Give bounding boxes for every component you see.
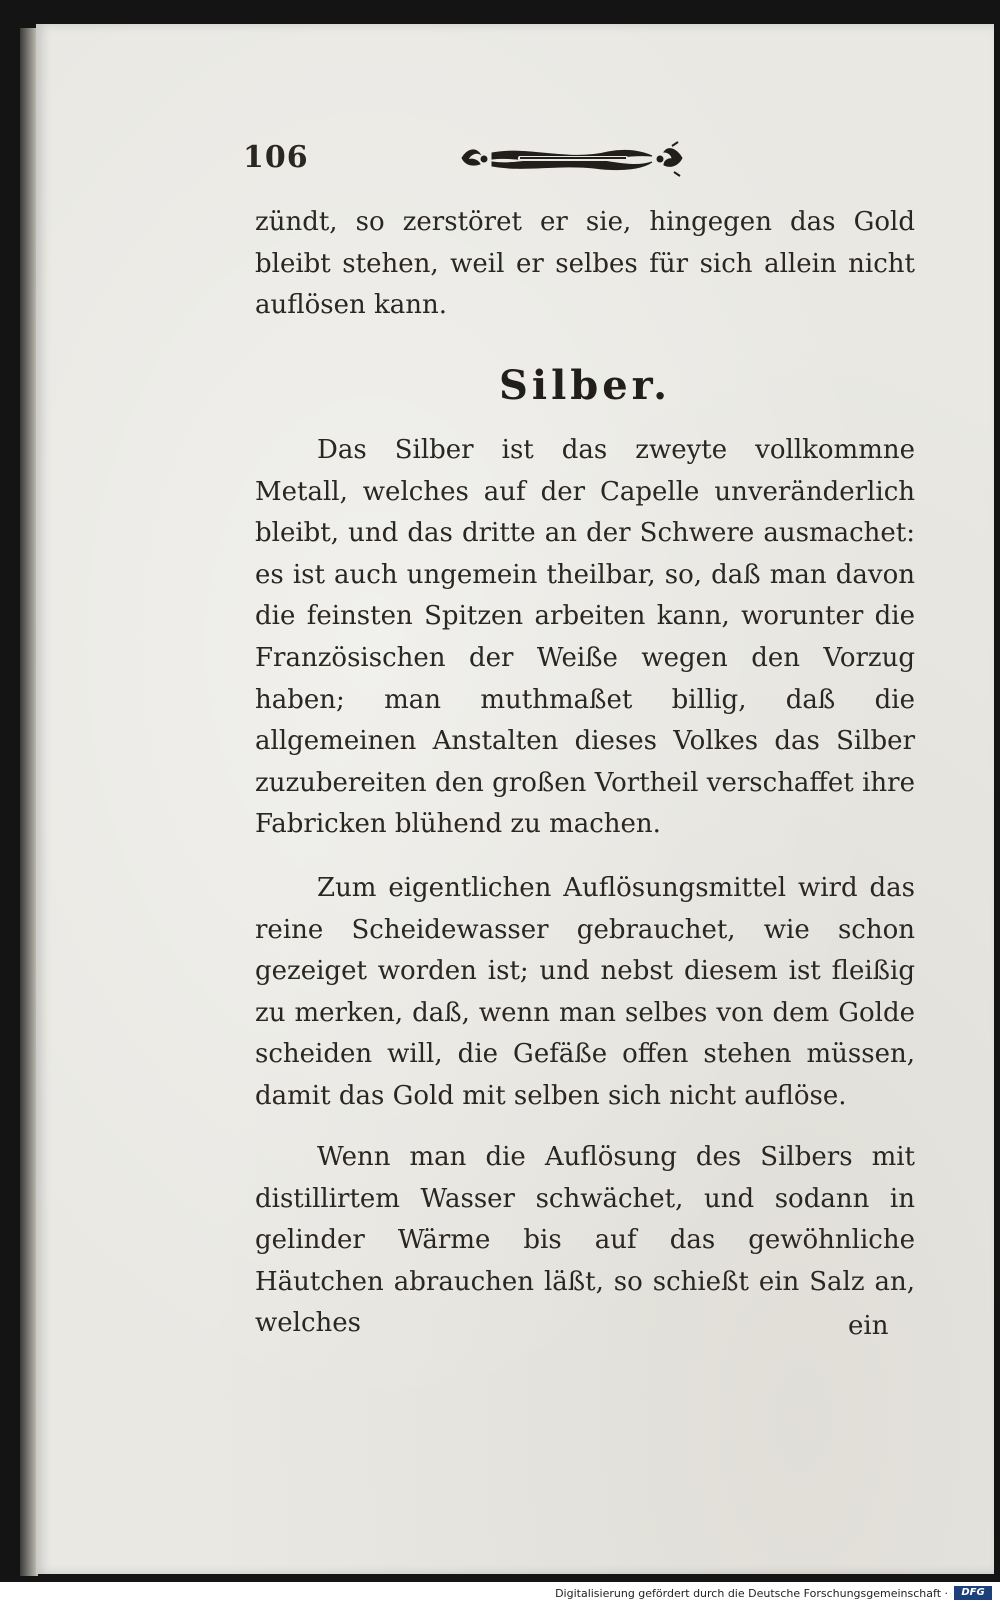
- page-number: 106: [243, 140, 309, 175]
- digitization-credit: Digitalisierung gefördert durch die Deutsche Forschungsgemeinschaft ·: [555, 1587, 948, 1600]
- dfg-logo: DFG: [954, 1586, 992, 1600]
- paragraph-1: Das Silber ist das zweyte vollkommne Metall, welches auf der Capelle unveränderlich bleibt, und das dritte an der Schwere ausmachet: es ist auch ungemein theilbar, so, daß man davon die feinsten Spitzen arbeiten kann, worunter die Französischen der Weiße wegen den Vorzug haben; man muthmaßet billig, daß die allgemeinen Anstalten dieses Volkes das Silber zuzubereiten den großen Vortheil verschaffet ihre Fabricken blühend zu machen.: [255, 435, 915, 840]
- catchword: ein: [848, 1311, 889, 1341]
- continuation-paragraph: zündt, so zerstöret er sie, hingegen das Gold bleibt stehen, weil er selbes für sich allein nicht auflösen kann.: [255, 207, 915, 321]
- paragraph-3: Wenn man die Auflösung des Silbers mit distillirtem Wasser schwächet, und sodann in gelinder Wärme bis auf das gewöhnliche Häutchen abrauchen läßt, so schießt ein Salz an, welches: [255, 1142, 915, 1339]
- section-heading: Silber.: [498, 362, 672, 409]
- paragraph-2: Zum eigentlichen Auflösungsmittel wird das reine Scheidewasser gebrauchet, wie schon gezeiget worden ist; und nebst diesem ist fleißig zu merken, daß, wenn man selbes von dem Golde scheiden will, die Gefäße offen stehen müssen, damit das Gold mit selben sich nicht auflöse.: [255, 873, 915, 1111]
- decorative-scroll-ornament-icon: [458, 140, 686, 178]
